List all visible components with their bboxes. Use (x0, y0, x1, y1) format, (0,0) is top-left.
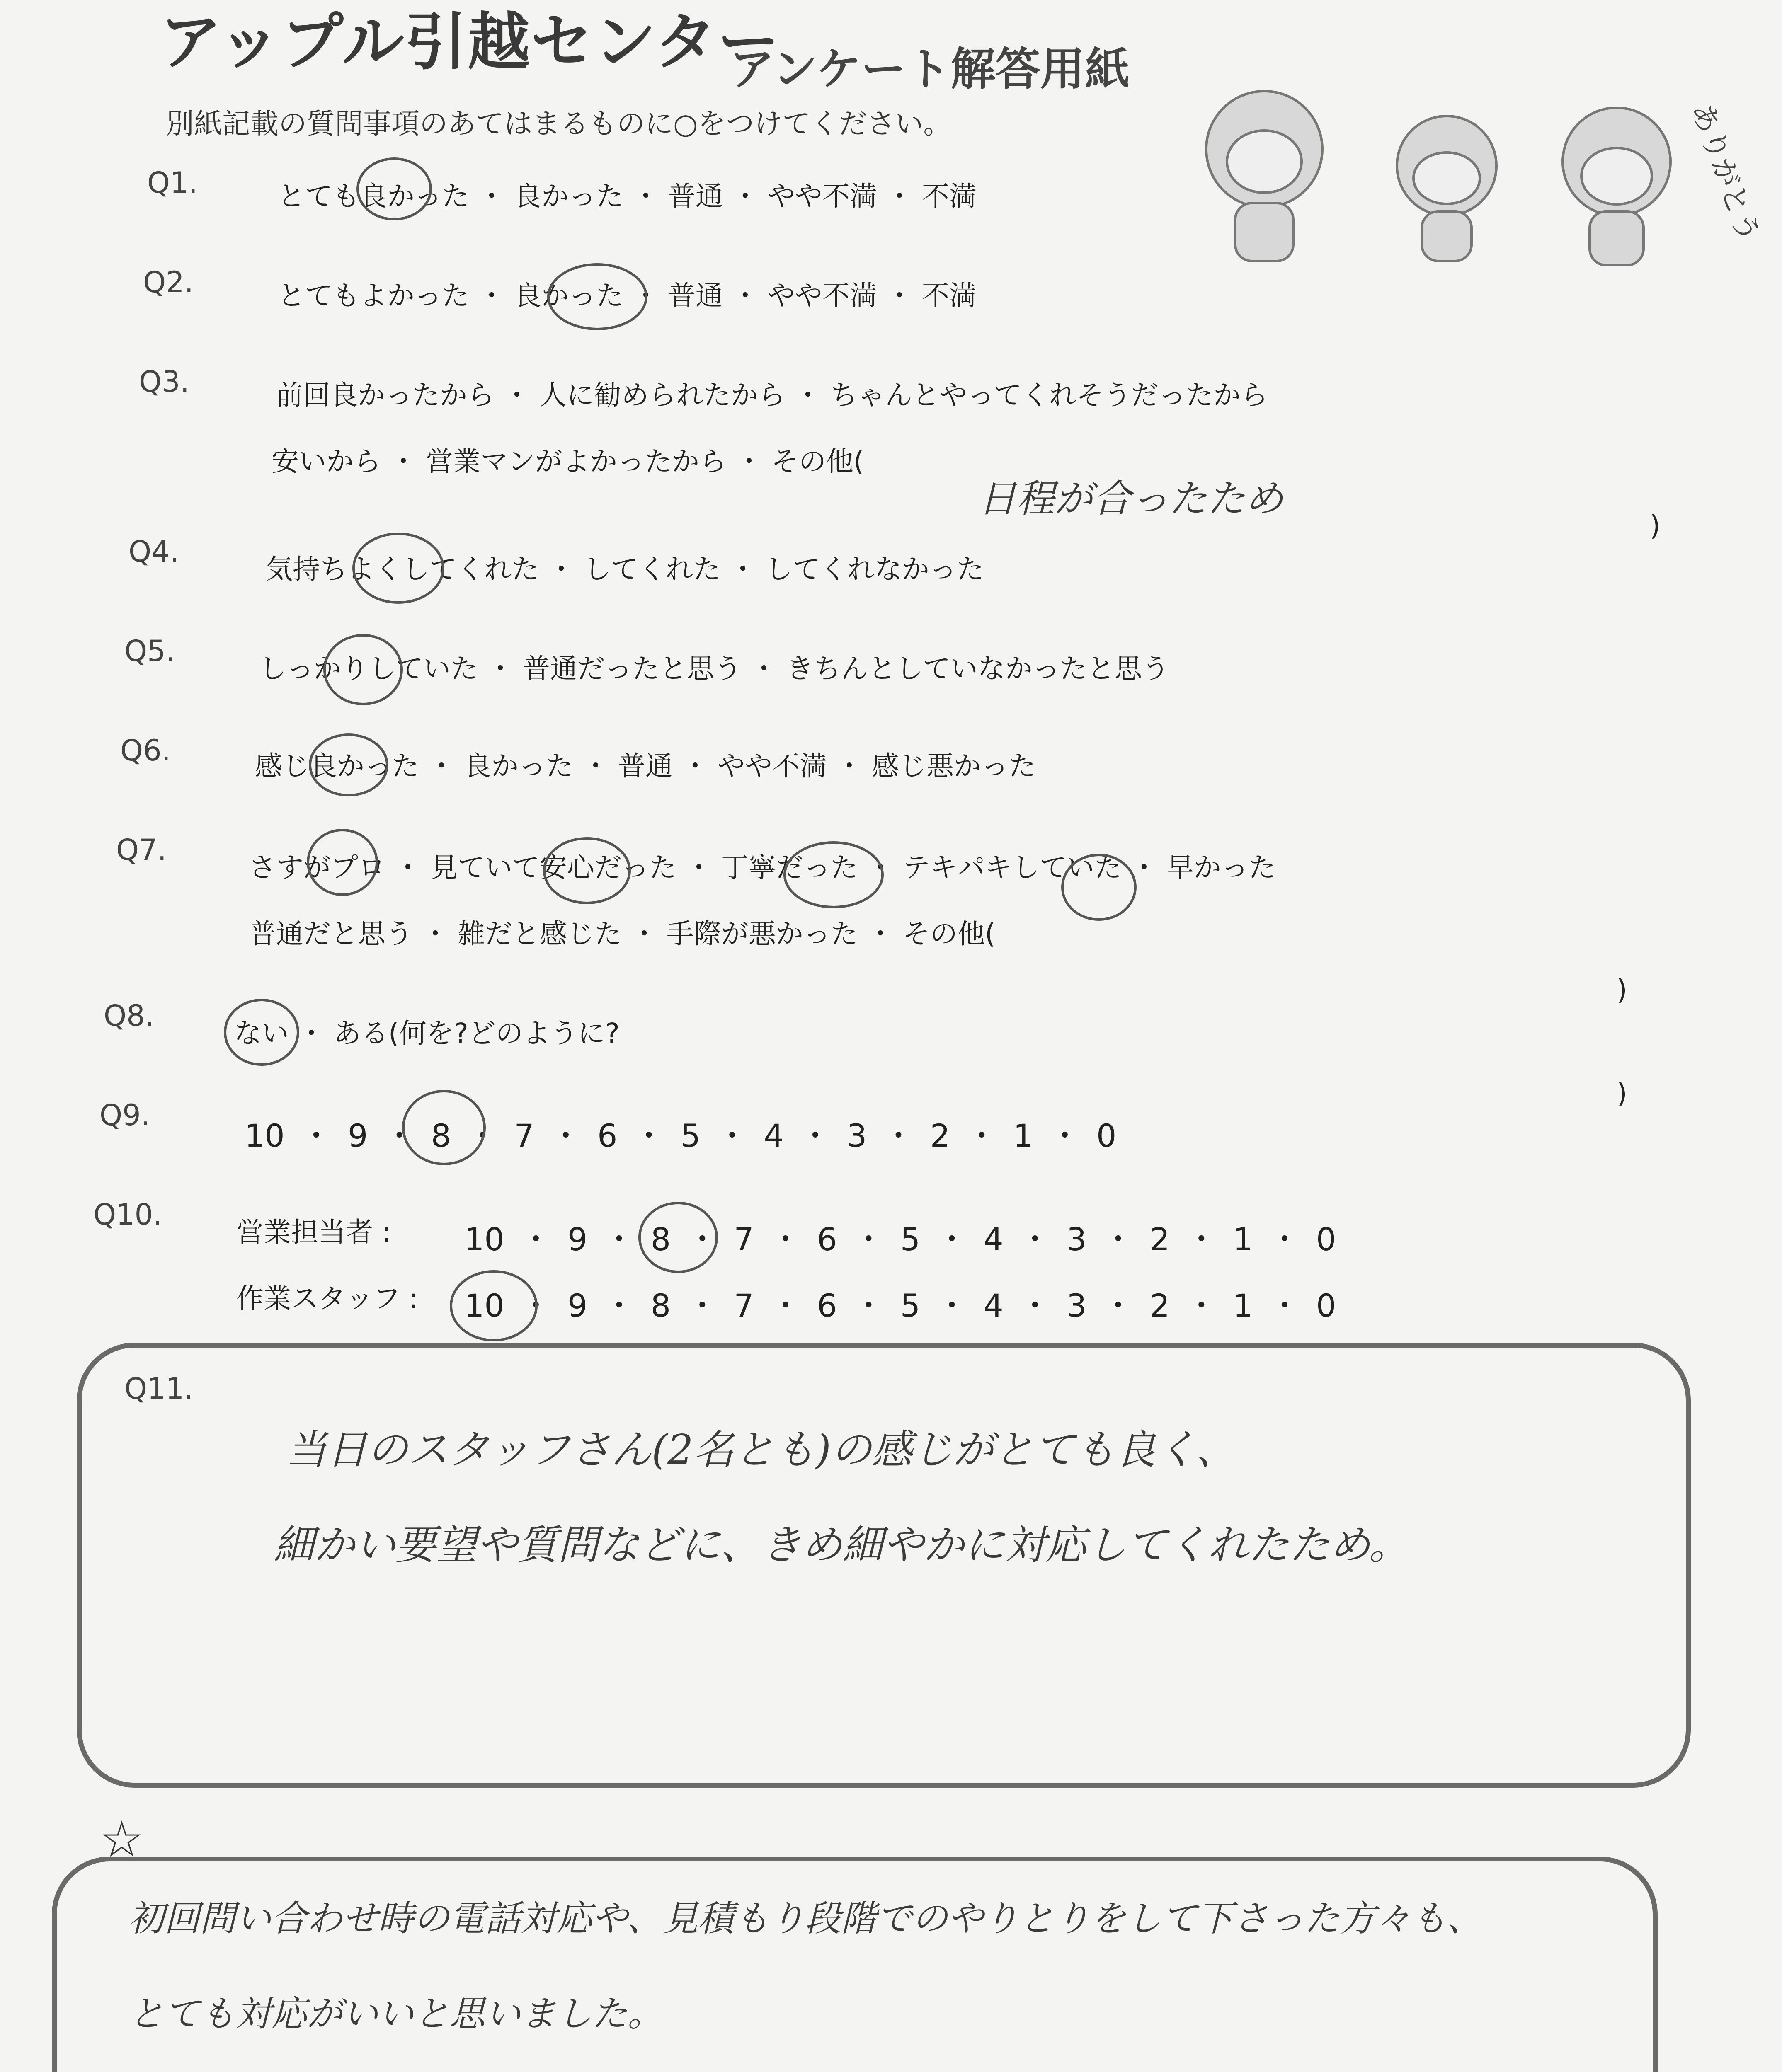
q4-options: 気持ちよくしてくれた ・ してくれた ・ してくれなかった (265, 553, 984, 585)
form-subtitle: アンケート解答用紙 (730, 44, 1130, 95)
q9-answer-circle (402, 1090, 486, 1165)
q4-answer-circle (352, 533, 444, 604)
q5-label: Q5. (124, 634, 175, 668)
q7-options-line1: さすがプロ ・ 見ていて安心だった ・ 丁寧だった ・ テキパキしていた ・ 早かった (249, 852, 1276, 884)
star-comment-line2: とても対応がいいと思いました。 (128, 1993, 663, 2035)
q10-sales-label: 営業担当者 : (236, 1216, 391, 1248)
q5-options: しっかりしていた ・ 普通だったと思う ・ きちんとしていなかったと思う (259, 653, 1169, 685)
q1-options: とても良かった ・ 良かった ・ 普通 ・ やや不満 ・ 不満 (278, 180, 977, 212)
q8-close-paren: ) (1617, 1077, 1627, 1109)
q6-label: Q6. (120, 733, 171, 767)
company-title: アップル引越センター (160, 6, 781, 78)
monkey-mascot-icon (1206, 91, 1670, 265)
q10-sales-answer-circle (638, 1202, 718, 1273)
q3-close-paren: ) (1650, 510, 1661, 542)
q10-staff-scale: 10 ・ 9 ・ 8 ・ 7 ・ 6 ・ 5 ・ 4 ・ 3 ・ 2 ・ 1 ・ 0 (464, 1287, 1336, 1324)
q7-answer-circle-teinei (783, 841, 884, 908)
q8-label: Q8. (104, 999, 154, 1033)
q7-answer-circle-tekipaki (1061, 854, 1137, 921)
instruction-text: 別紙記載の質問事項のあてはまるものに○をつけてください。 (166, 108, 952, 140)
q11-comment-line1: 当日のスタッフさん(2名とも)の感じがとても良く、 (286, 1426, 1236, 1474)
q11-label: Q11. (124, 1372, 194, 1406)
q8-options: ない ・ ある(何を?どのように? (234, 1017, 620, 1049)
q1-answer-circle (356, 157, 432, 220)
mascot-caption: ありがとう (1685, 98, 1766, 247)
q7-close-paren: ) (1617, 974, 1627, 1006)
q7-answer-circle-pro (307, 829, 378, 896)
q10-staff-label: 作業スタッフ : (236, 1283, 419, 1314)
q4-label: Q4. (128, 535, 179, 569)
star-comment-line1: 初回問い合わせ時の電話対応や、見積もり段階でのやりとりをして下さった方々も、 (128, 1898, 1483, 1939)
q3-options-line1: 前回良かったから ・ 人に勧められたから ・ ちゃんとやってくれそうだったから (276, 379, 1268, 411)
q7-label: Q7. (116, 833, 167, 867)
q7-options-line2: 普通だと思う ・ 雑だと感じた ・ 手際が悪かった ・ その他( (249, 918, 996, 950)
q10-label: Q10. (93, 1198, 162, 1232)
mascot-illustration (1181, 58, 1766, 274)
q6-options: 感じ良かった ・ 良かった ・ 普通 ・ やや不満 ・ 感じ悪かった (255, 750, 1036, 782)
q10-sales-scale: 10 ・ 9 ・ 8 ・ 7 ・ 6 ・ 5 ・ 4 ・ 3 ・ 2 ・ 1 ・ 0 (464, 1221, 1336, 1258)
q9-label: Q9. (99, 1098, 150, 1132)
q11-comment-line2: 細かい要望や質問などに、きめ細やかに対応してくれたため。 (274, 1522, 1410, 1569)
q3-other-answer: 日程が合ったため (978, 477, 1284, 521)
q10-staff-answer-circle (450, 1270, 538, 1341)
q3-options-line2: 安いから ・ 営業マンがよかったから ・ その他( (272, 445, 864, 477)
q8-answer-circle (224, 999, 299, 1066)
q2-answer-circle (547, 263, 647, 330)
q6-answer-circle (309, 733, 388, 796)
q5-answer-circle (323, 634, 403, 705)
q2-options: とてもよかった ・ 良かった ・ 普通 ・ やや不満 ・ 不満 (278, 280, 977, 312)
q2-label: Q2. (143, 265, 194, 299)
star-comment-box (52, 1857, 1658, 2072)
q9-scale: 10 ・ 9 ・ 8 ・ 7 ・ 6 ・ 5 ・ 4 ・ 3 ・ 2 ・ 1 ・ 0 (245, 1117, 1117, 1154)
q1-label: Q1. (147, 166, 198, 200)
q3-label: Q3. (139, 365, 189, 399)
q7-answer-circle-anshin (543, 837, 631, 904)
star-icon: ☆ (99, 1811, 144, 1869)
